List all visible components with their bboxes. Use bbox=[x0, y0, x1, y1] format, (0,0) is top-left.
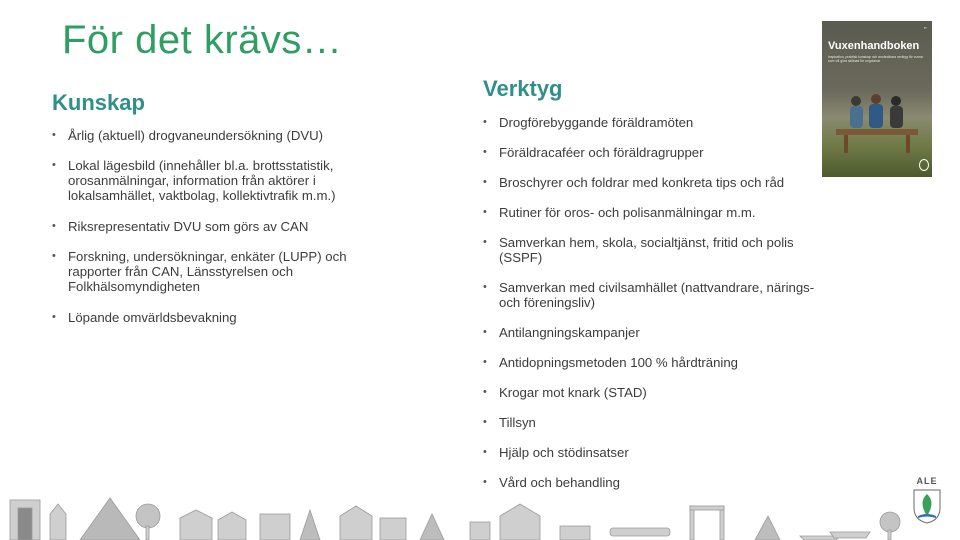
verktyg-item: • Samverkan hem, skola, socialtjänst, fritid och polis (SSPF) bbox=[483, 235, 823, 265]
kunskap-list bbox=[52, 128, 372, 325]
logo-text: ALE bbox=[916, 476, 938, 486]
handbook-cover-image bbox=[822, 21, 932, 177]
handbook-subtitle: Inspiration, praktisk kunskap och användbara verktyg för vuxna som vill göra skillnad för ungdomar bbox=[828, 55, 923, 64]
slide-title: För det krävs… bbox=[62, 18, 343, 62]
verktyg-heading: Verktyg bbox=[483, 76, 563, 101]
handbook-corner-mark-icon: ▪▪ bbox=[924, 25, 927, 30]
verktyg-item: • Drogförebyggande föräldramöten bbox=[483, 115, 823, 130]
verktyg-item: • Tillsyn bbox=[483, 415, 823, 430]
kunskap-item: • Löpande omvärldsbevakning bbox=[52, 310, 372, 325]
town-skyline-illustration bbox=[0, 486, 960, 540]
kunskap-item: • Årlig (aktuell) drogvaneundersökning (DVU) bbox=[52, 128, 372, 143]
verktyg-item: • Rutiner för oros- och polisanmälningar m.m. bbox=[483, 205, 823, 220]
people-silhouette-icon bbox=[842, 93, 912, 133]
verktyg-list bbox=[483, 115, 823, 490]
handbook-title: Vuxenhandboken bbox=[828, 40, 920, 52]
ale-logo bbox=[910, 476, 944, 524]
kunskap-item: • Riksrepresentativ DVU som görs av CAN bbox=[52, 219, 372, 234]
kunskap-item: • Forskning, undersökningar, enkäter (LUPP) och rapporter från CAN, Länsstyrelsen och Folkhälsomyndigheten bbox=[52, 249, 372, 294]
verktyg-item: • Hjälp och stödinsatser bbox=[483, 445, 823, 460]
verktyg-item: • Vård och behandling bbox=[483, 475, 823, 490]
kunskap-item: • Lokal lägesbild (innehåller bl.a. brottsstatistik, orosanmälningar, information från aktörer i lokalsamhället, vaktbolag, kollektivtrafik m.m.) bbox=[52, 158, 372, 203]
verktyg-item: • Antidopningsmetoden 100 % hårdträning bbox=[483, 355, 823, 370]
verktyg-item: • Broschyrer och foldrar med konkreta tips och råd bbox=[483, 175, 823, 190]
verktyg-item: • Krogar mot knark (STAD) bbox=[483, 385, 823, 400]
bench-leg-shape bbox=[844, 135, 848, 153]
bench-leg-shape bbox=[906, 135, 910, 153]
verktyg-item: • Föräldracaféer och föräldragrupper bbox=[483, 145, 823, 160]
kunskap-heading: Kunskap bbox=[52, 90, 145, 115]
ale-shield-icon bbox=[910, 488, 944, 524]
handbook-logo-icon bbox=[919, 159, 929, 171]
verktyg-item: • Samverkan med civilsamhället (nattvandrare, närings- och föreningsliv) bbox=[483, 280, 829, 310]
verktyg-item: • Antilangningskampanjer bbox=[483, 325, 823, 340]
